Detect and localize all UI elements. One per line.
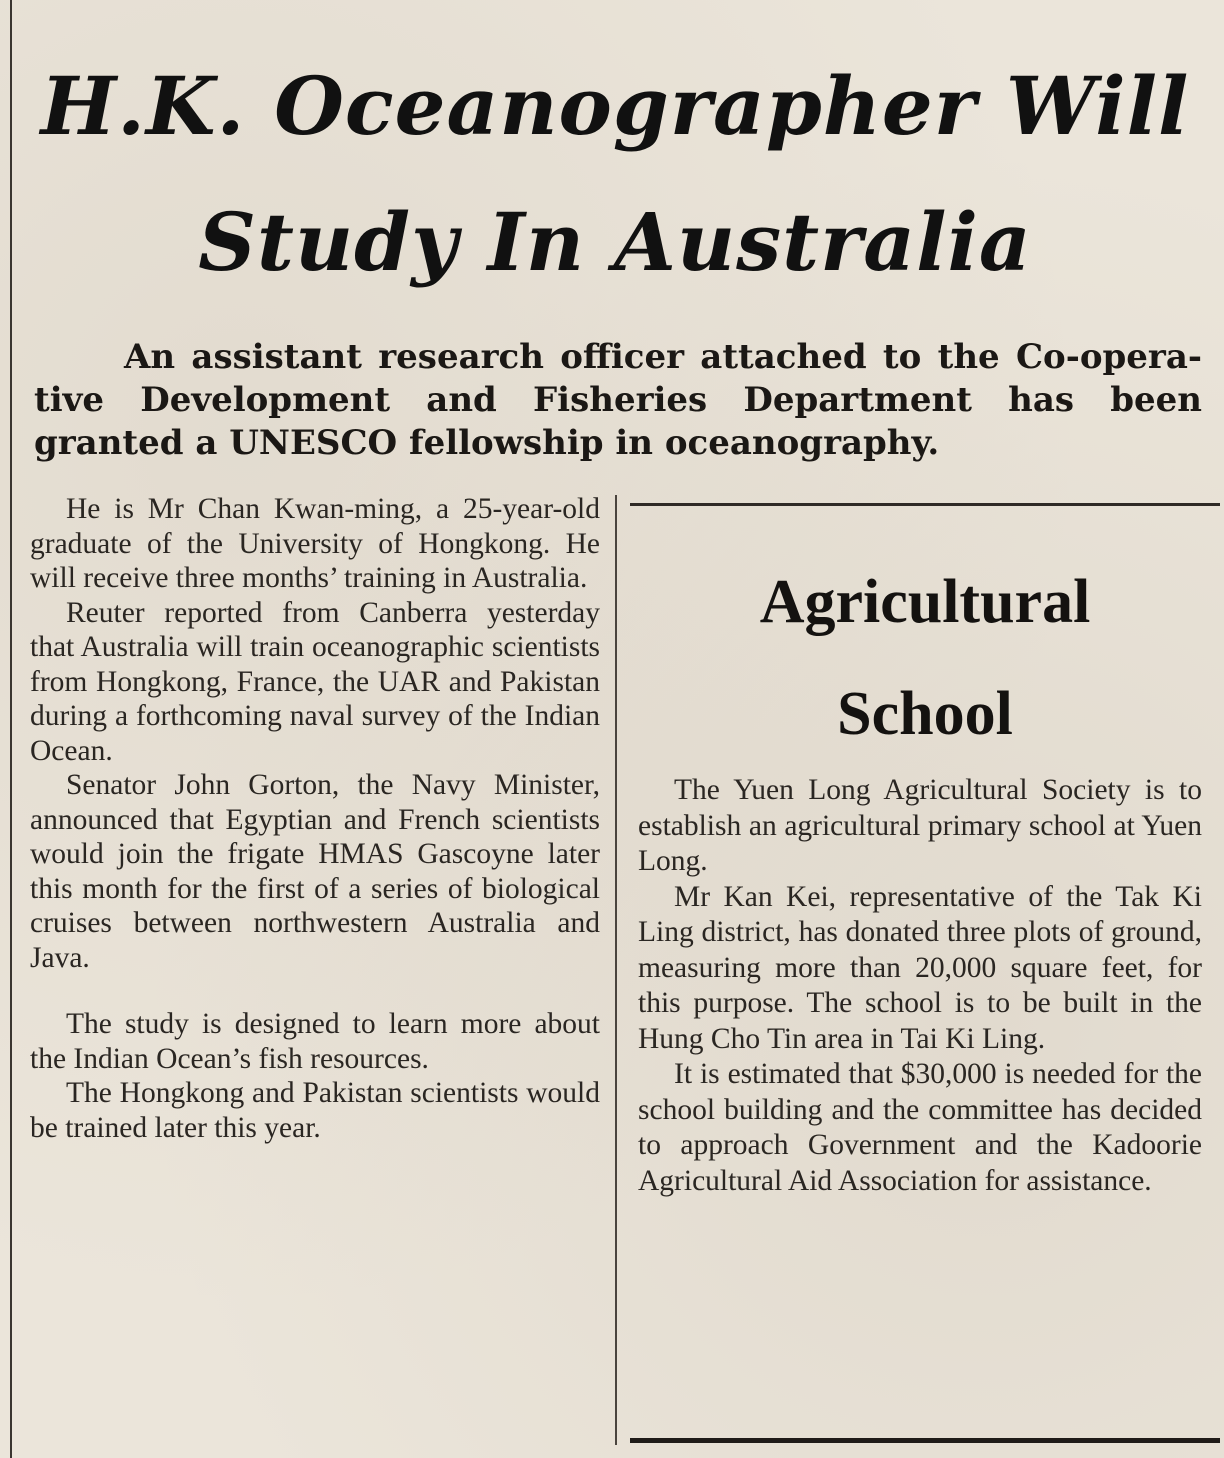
main-headline: [20, 38, 1210, 310]
sidebar-paragraph-2: Mr Kan Kei, representative of the Tak Ki Ling district, has donated three plots of ground, measuring more than 20,000 square feet, for this purpose. The school is to be built in the Hung Cho Tin area in Tai Ki Ling.: [638, 880, 1202, 1055]
article-paragraph-4: The study is designed to learn more about the Indian Ocean’s fish resources.: [30, 1008, 600, 1075]
main-headline-line-1: H.K. Oceanographer Will: [40, 59, 1190, 153]
article-paragraph-3: Senator John Gorton, the Navy Minister, announced that Egyptian and French scientists would join the frigate HMAS Gascoyne later this month for the first of a series of biological cruises between northwestern Australia and Java.: [30, 769, 600, 974]
main-headline-line-2: Study In Australia: [198, 195, 1032, 289]
sidebar-headline-line-1: Agricultural: [759, 568, 1091, 636]
sidebar-top-rule: [630, 503, 1220, 506]
sidebar-article-column: [638, 773, 1202, 1199]
column-divider: [615, 495, 617, 1445]
main-article-column: [30, 492, 600, 1145]
sidebar-paragraph-1: The Yuen Long Agricultural Society is to establish an agricultural primary school at Yuen Long.: [638, 774, 1202, 877]
sidebar-headline: [630, 546, 1220, 770]
article-paragraph-1: He is Mr Chan Kwan-ming, a 25-year-old graduate of the University of Hongkong. He will receive three months’ training in Australia.: [30, 493, 600, 594]
clipping-edge-rule: [10, 0, 12, 1458]
sidebar-bottom-rule: [630, 1438, 1220, 1443]
sidebar-paragraph-3: It is estimated that $30,000 is needed for the school building and the committee has decided to approach Government and the Kadoorie Agricultural Aid Association for assistance.: [638, 1058, 1202, 1197]
standfirst-paragraph: An assistant research officer attached to the Co-operative Development and Fisheries Department has been granted a UNESCO fellowship in oceanography.: [34, 337, 1202, 463]
article-paragraph-5: The Hongkong and Pakistan scientists would be trained later this year.: [30, 1077, 600, 1144]
article-paragraph-2: Reuter reported from Canberra yesterday that Australia will train oceanographic scientists from Hongkong, France, the UAR and Pakistan during a forthcoming naval survey of the Indian Ocean.: [30, 596, 600, 767]
sidebar-headline-line-2: School: [837, 680, 1013, 748]
